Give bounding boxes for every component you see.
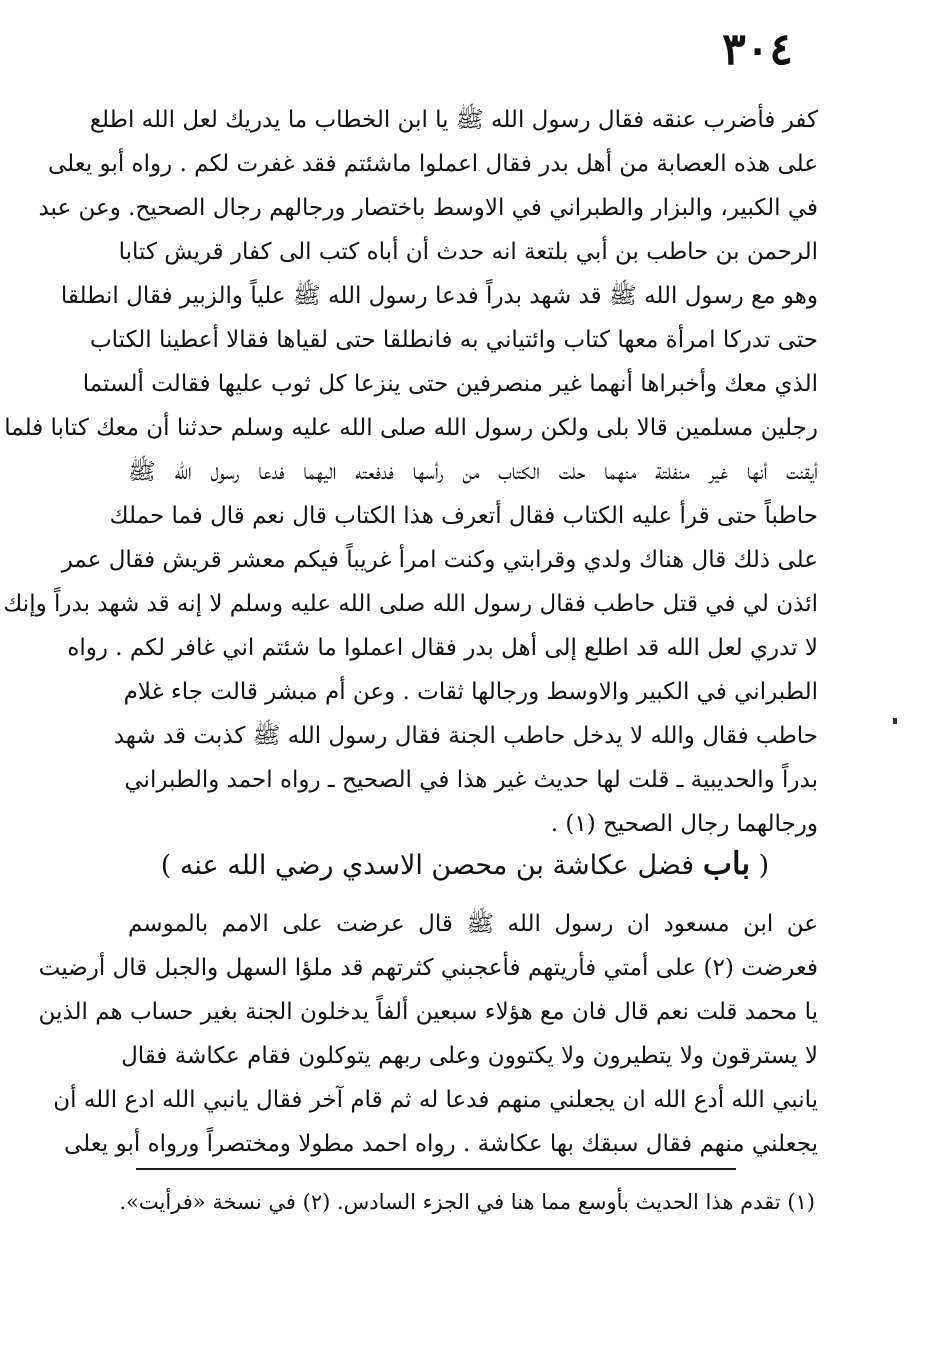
chapter-paragraph bbox=[38, 902, 818, 1166]
text-line: بدراً والحديبية ـ قلت لها حديث غير هذا في الصحيح ـ رواه احمد والطبراني bbox=[124, 767, 818, 793]
heading-bab-label: باب bbox=[702, 846, 751, 882]
text-line: أيقنت أنها غير منفلتة منهما حلت الكتاب من رأسها فدفعته اليهما فدعا رسول الله ﷺ bbox=[128, 459, 818, 485]
text-line: وهو مع رسول الله ﷺ قد شهد بدراً فدعا رسول الله ﷺ علياً والزبير فقال انطلقا bbox=[60, 283, 818, 309]
text-line: رجلين مسلمين قالا بلى ولكن رسول الله صلى الله عليه وسلم حدثنا أن معك كتابا فلما bbox=[4, 415, 818, 441]
heading-close-paren: ) bbox=[160, 850, 172, 881]
text-line: لا تدري لعل الله قد اطلع إلى أهل بدر فقال اعملوا ما شئتم اني غافر لكم . رواه bbox=[67, 635, 818, 661]
heading-title: فضل عكاشة بن محصن الاسدي رضي الله عنه bbox=[179, 850, 695, 881]
text-line: حاطب فقال والله لا يدخل حاطب الجنة فقال رسول الله ﷺ كذبت قد شهد bbox=[113, 723, 818, 749]
text-line: الطبراني في الكبير والاوسط ورجالها ثقات . وعن أم مبشر قالت جاء غلام bbox=[123, 679, 818, 705]
page-number: ٣٠٤ bbox=[722, 24, 793, 75]
heading-open-paren: ( bbox=[758, 850, 770, 881]
text-line: يا محمد قلت نعم قال فان مع هؤلاء سبعين ألفاً يدخلون الجنة بغير حساب هم الذين bbox=[38, 999, 818, 1025]
margin-mark bbox=[893, 718, 897, 724]
footnote-separator bbox=[136, 1168, 736, 1170]
text-line: في الكبير، والبزار والطبراني في الاوسط باختصار ورجالهم رجال الصحيح. وعن عبد bbox=[38, 195, 818, 221]
text-line: فعرضت (٢) على أمتي فأريتهم فأعجبني كثرتهم قد ملؤا السهل والجبل قال أرضيت bbox=[38, 955, 818, 981]
text-line: الرحمن بن حاطب بن أبي بلتعة انه حدث أن أباه كتب الى كفار قريش كتابا bbox=[118, 239, 818, 265]
text-line: على هذه العصابة من أهل بدر فقال اعملوا ماشئتم فقد غفرت لكم . رواه أبو يعلى bbox=[47, 151, 818, 177]
main-paragraph bbox=[3, 98, 818, 846]
footnote: (١) تقدم هذا الحديث بأوسع مما هنا في الجزء السادس. (٢) في نسخة «فرأيت». bbox=[119, 1190, 815, 1214]
text-line: ائذن لي في قتل حاطب فقال رسول الله صلى الله عليه وسلم لا إنه قد شهد بدراً وإنك bbox=[3, 591, 818, 617]
text-line: حتى تدركا امرأة معها كتاب وائتياني به فانطلقا حتى لقياها فقالا أعطينا الكتاب bbox=[89, 327, 818, 353]
text-line: لا يسترقون ولا يتطيرون ولا يكتوون وعلى ربهم يتوكلون فقام عكاشة فقال bbox=[121, 1043, 818, 1069]
text-line: عن ابن مسعود ان رسول الله ﷺ قال عرضت على الامم بالموسم bbox=[128, 911, 818, 937]
text-line: كفر فأضرب عنقه فقال رسول الله ﷺ يا ابن الخطاب ما يدريك لعل الله اطلع bbox=[89, 107, 818, 133]
text-line: يانبي الله أدع الله ان يجعلني منهم فدعا له ثم قام آخر فقال يانبي الله ادع الله أن bbox=[53, 1087, 818, 1113]
text-line: حاطباً حتى قرأ عليه الكتاب فقال أتعرف هذا الكتاب قال نعم قال فما حملك bbox=[109, 503, 818, 529]
text-line: على ذلك قال هناك ولدي وقرابتي وكنت امرأ غريباً فيكم معشر قريش فقال عمر bbox=[61, 547, 818, 573]
chapter-heading bbox=[150, 842, 780, 886]
text-line: ورجالهما رجال الصحيح (١) . bbox=[550, 811, 818, 837]
text-line: الذي معك وأخبراها أنهما غير منصرفين حتى ينزعا كل ثوب عليها فقالت ألستما bbox=[82, 371, 818, 397]
text-line: يجعلني منهم فقال سبقك بها عكاشة . رواه احمد مطولا ومختصراً ورواه أبو يعلى bbox=[64, 1131, 818, 1157]
